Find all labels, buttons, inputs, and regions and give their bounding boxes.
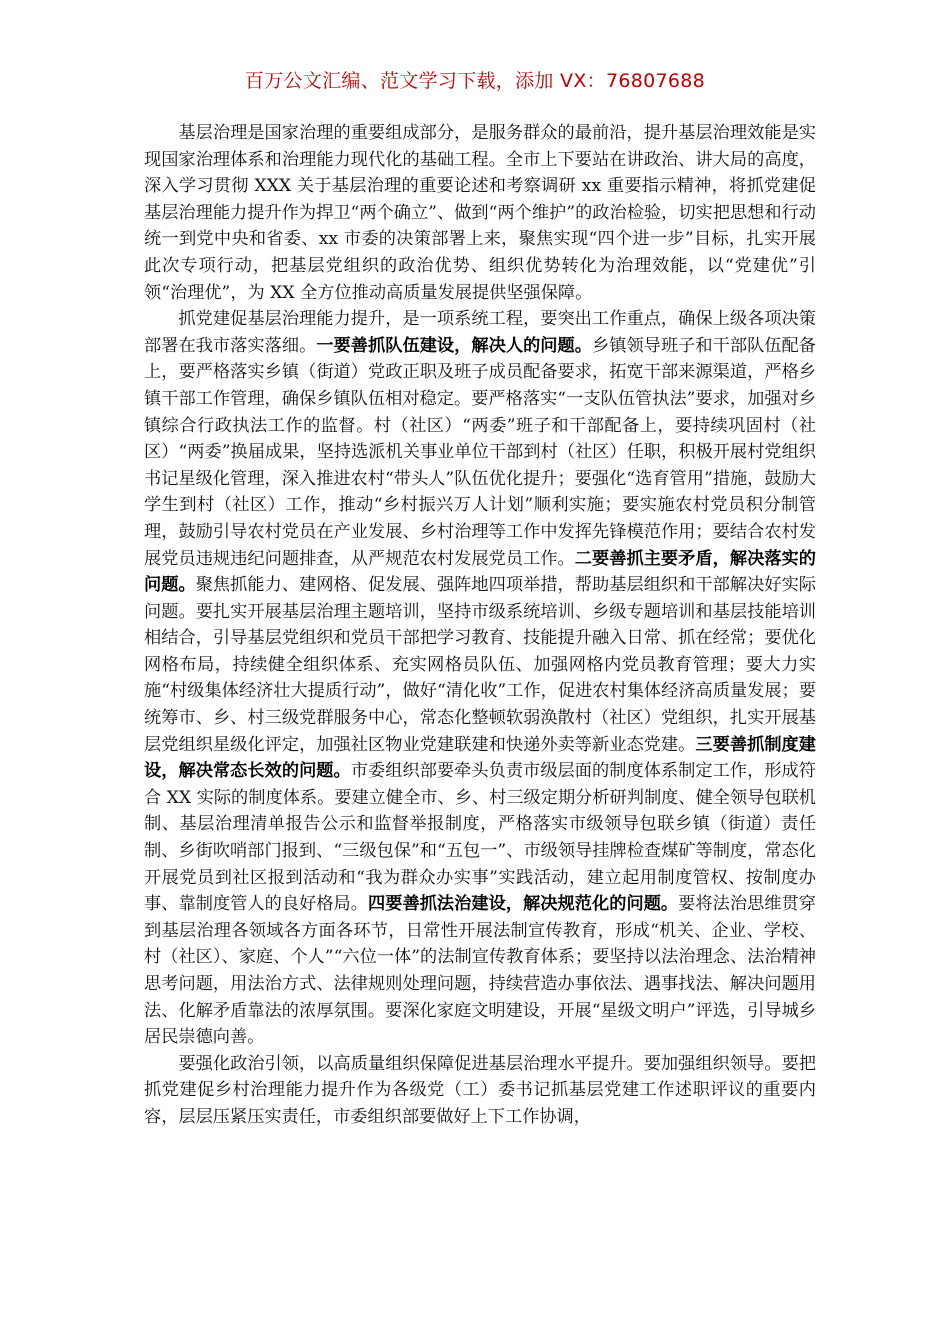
paragraph-text: 要将法治思维贯穿到基层治理各领域各方面各环节，日常性开展法制宣传教育，形成“机关、企业、学校、村（社区）、家庭、个人”“六位一体”的法制宣传教育体系；要坚持以法治理念、法治精神思考问题，用法治方式、法律规则处理问题，持续营造办事依法、遇事找法、解决问题用法、化解矛盾靠法的浓厚氛围。要深化家庭文明建设，开展“星级文明户”评选，引导城乡居民崇德向善。 bbox=[144, 894, 816, 1048]
bold-heading: 三要善抓制度建设，解决常态长效的问题。 bbox=[144, 734, 816, 782]
bold-heading: 四要善抓法治建设，解决规范化的问题。 bbox=[368, 894, 679, 915]
bold-heading: 二要善抓主要矛盾，解决落实的问题。 bbox=[144, 548, 816, 596]
document-body bbox=[144, 120, 816, 1131]
paragraph-text: 市委组织部要牵头负责市级层面的制度体系制定工作，形成符合 XX 实际的制度体系。要建立健全市、乡、村三级定期分析研判制度、健全领导包联机制、基层治理清单报告公示和监督举报制度，严格落实市级领导包联乡镇（街道）责任制、乡街吹哨部门报到、“三级包保”和“五包一”、市级领导挂牌检查煤矿等制度，常态化开展党员到社区报到活动和“我为群众办实事”实践活动，建立起用制度管权、按制度办事、靠制度管人的良好格局。 bbox=[144, 761, 816, 915]
paragraph bbox=[144, 306, 816, 1051]
paragraph-text: 抓党建促基层治理能力提升，是一项系统工程，要突出工作重点，确保上级各项决策部署在我市落实落细。 bbox=[144, 309, 816, 356]
paragraph-text: 乡镇领导班子和干部队伍配备上，要严格落实乡镇（街道）党政正职及班子成员配备要求，拓宽干部来源渠道，严格乡镇干部工作管理，确保乡镇队伍相对稳定。要严格落实“一支队伍管执法”要求，加强对乡镇综合行政执法工作的监督。村（社区）“两委”班子和干部配备上，要持续巩固村（社区）“两委”换届成果，坚持选派机关事业单位干部到村（社区）任职，积极开展村党组织书记星级化管理，深入推进农村“带头人”队伍优化提升；要强化“选育管用”措施，鼓励大学生到村（社区）工作，推动“乡村振兴万人计划”顺利实施；要实施农村党员积分制管理，鼓励引导农村党员在产业发展、乡村治理等工作中发挥先锋模范作用；要结合农村发展党员违规违纪问题排查，从严规范农村发展党员工作。 bbox=[144, 335, 816, 569]
paragraph-text: 要强化政治引领，以高质量组织保障促进基层治理水平提升。要加强组织领导。要把抓党建促乡村治理能力提升作为各级党（工）委书记抓基层党建工作述职评议的重要内容，层层压紧压实责任，市委组织部要做好上下工作协调， bbox=[144, 1053, 816, 1127]
bold-heading: 一要善抓队伍建设，解决人的问题。 bbox=[316, 335, 593, 356]
paragraph-text: 聚焦抓能力、建网格、促发展、强阵地四项举措，帮助基层组织和干部解决好实际问题。要扎实开展基层治理主题培训，坚持市级系统培训、乡级专题培训和基层技能培训相结合，引导基层党组织和党员干部把学习教育、技能提升融入日常、抓在经常；要优化网格布局，持续健全组织体系、充实网格员队伍、加强网格内党员教育管理；要大力实施“村级集体经济壮大提质行动”，做好“清化收”工作，促进农村集体经济高质量发展；要统筹市、乡、村三级党群服务中心，常态化整顿软弱涣散村（社区）党组织，扎实开展基层党组织星级化评定，加强社区物业党建联建和快递外卖等新业态党建。 bbox=[144, 575, 816, 755]
paragraph bbox=[144, 1051, 816, 1131]
header-banner: 百万公文汇编、范文学习下载，添加 VX：76807688 bbox=[244, 70, 706, 92]
paragraph-text: 基层治理是国家治理的重要组成部分，是服务群众的最前沿，提升基层治理效能是实现国家治理体系和治理能力现代化的基础工程。全市上下要站在讲政治、讲大局的高度，深入学习贯彻 XXX 关于基层治理的重要论述和考察调研 xx 重要指示精神，将抓党建促基层治理能力提升作为捍卫“两个确立”、做到“两个维护”的政治检验，切实把思想和行动统一到党中央和省委、xx 市委的决策部署上来，聚焦实现“四个进一步”目标，扎实开展此次专项行动，把基层党组织的政治优势、组织优势转化为治理效能，以“党建优”引领“治理优”，为 XX 全方位推动高质量发展提供坚强保障。 bbox=[144, 123, 816, 303]
paragraph bbox=[144, 120, 816, 306]
